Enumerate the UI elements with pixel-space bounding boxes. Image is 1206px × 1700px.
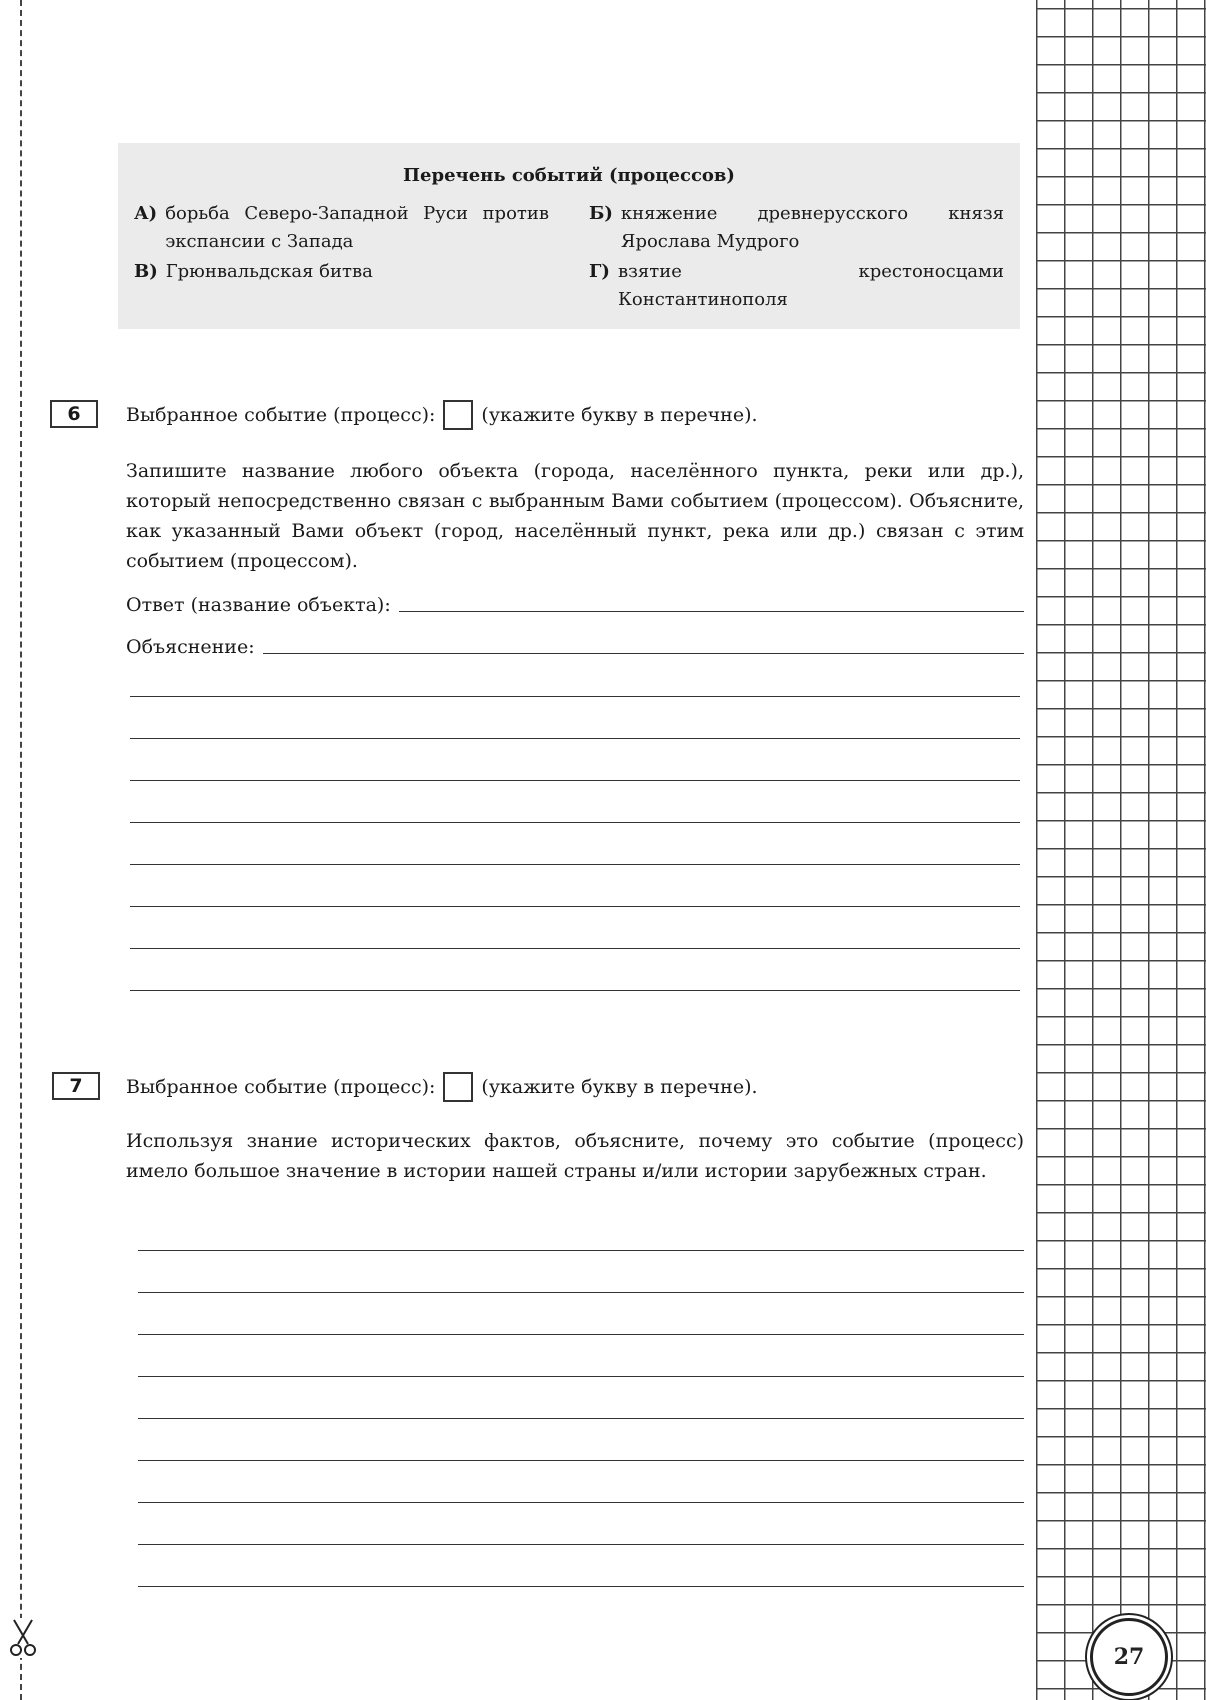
answer-line[interactable]	[138, 1502, 1024, 1503]
task-6-number: 6	[50, 400, 98, 428]
task-6-letter-box[interactable]	[443, 400, 473, 430]
answer-line[interactable]	[130, 948, 1020, 949]
answer-line[interactable]	[138, 1460, 1024, 1461]
answer-line[interactable]	[130, 696, 1020, 697]
event-letter: В)	[134, 261, 158, 282]
task-6-answer-row	[126, 588, 1024, 616]
answer-grid	[1036, 0, 1206, 1700]
task-7-chosen-hint: (укажите букву в перечне).	[481, 1076, 758, 1098]
answer-line[interactable]	[138, 1250, 1024, 1251]
event-text: взятие крестоносцами Константинополя	[617, 261, 1004, 310]
event-letter: Б)	[589, 203, 613, 224]
answer-line[interactable]	[138, 1334, 1024, 1335]
event-text: борьба Северо-Западной Руси против экспансии с Запада	[165, 203, 549, 252]
answer-line[interactable]	[130, 864, 1020, 865]
event-text: Грюнвальдская битва	[165, 261, 373, 282]
task-7-chosen-label: Выбранное событие (процесс):	[126, 1076, 436, 1098]
task-7-chosen-row	[126, 1070, 758, 1104]
answer-line[interactable]	[130, 906, 1020, 907]
answer-line[interactable]	[138, 1292, 1024, 1293]
task-6-explanation-label: Объяснение:	[126, 636, 255, 658]
task-6-chosen-hint: (укажите букву в перечне).	[481, 404, 758, 426]
task-6-answer-field[interactable]	[399, 610, 1024, 612]
task-6-instruction: Запишите название любого объекта (города, населённого пункта, реки или др.), который непосредственно связан с выбранным Вами событием (процессом). Объясните, как указанный Вами объект (город, населённый пункт, река или др.) связан с этим событием (процессом).	[126, 460, 1024, 572]
task-6-chosen-label: Выбранное событие (процесс):	[126, 404, 436, 426]
event-item-v	[134, 258, 549, 314]
answer-line[interactable]	[130, 780, 1020, 781]
page-number: 27	[1090, 1618, 1168, 1696]
task-6-answer-label: Ответ (название объекта):	[126, 594, 391, 616]
task-7-number: 7	[52, 1072, 100, 1100]
answer-line[interactable]	[138, 1586, 1024, 1587]
task-6-explanation-row	[126, 630, 1024, 658]
answer-line[interactable]	[130, 822, 1020, 823]
task-6-explanation-field[interactable]	[263, 652, 1024, 654]
answer-line[interactable]	[138, 1376, 1024, 1377]
event-letter: Г)	[589, 261, 610, 282]
event-letter: А)	[134, 203, 158, 224]
answer-line[interactable]	[130, 990, 1020, 991]
cut-line	[20, 0, 22, 1700]
task-6-chosen-row	[126, 398, 758, 432]
answer-line[interactable]	[138, 1418, 1024, 1419]
events-list-box	[118, 143, 1020, 329]
event-item-g	[589, 258, 1004, 314]
event-item-b	[589, 200, 1004, 256]
task-7-letter-box[interactable]	[443, 1072, 473, 1102]
events-title: Перечень событий (процессов)	[403, 165, 735, 186]
answer-line[interactable]	[130, 738, 1020, 739]
events-grid	[134, 200, 1004, 314]
task-7-instruction: Используя знание исторических фактов, объясните, почему это событие (процесс) имело большое значение в истории нашей страны и/или истории зарубежных стран.	[126, 1130, 1024, 1182]
scissors-icon	[10, 1618, 36, 1658]
event-item-a	[134, 200, 549, 256]
answer-line[interactable]	[138, 1544, 1024, 1545]
event-text: княжение древнерусского князя Ярослава Мудрого	[620, 203, 1004, 252]
